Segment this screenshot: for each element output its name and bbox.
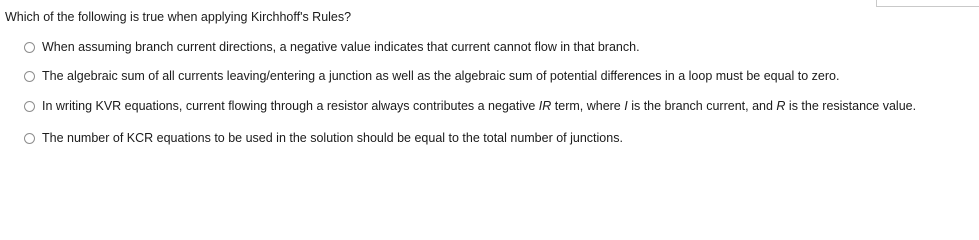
option-4[interactable]	[24, 131, 623, 145]
radio-button[interactable]	[24, 101, 35, 112]
option-1[interactable]	[24, 40, 640, 54]
option-label	[42, 131, 623, 145]
option-text-part: The number of KCR equations to be used in the solution should be equal to the total number of junctions.	[42, 131, 623, 145]
italic-symbol: R	[776, 99, 786, 113]
option-text-part: is the resistance value.	[785, 99, 917, 113]
option-2[interactable]	[24, 69, 839, 83]
italic-symbol: I	[624, 99, 628, 113]
radio-button[interactable]	[24, 133, 35, 144]
option-text-part: When assuming branch current directions, a negative value indicates that current cannot flow in that branch.	[42, 40, 640, 54]
radio-button[interactable]	[24, 42, 35, 53]
option-text-part: The algebraic sum of all currents leaving/entering a junction as well as the algebraic sum of potential differences in a loop must be equal to zero.	[42, 69, 840, 83]
option-text-part: is the branch current, and	[627, 99, 777, 113]
radio-button[interactable]	[24, 71, 35, 82]
question-text: Which of the following is true when applying Kirchhoff's Rules?	[5, 10, 352, 24]
option-text-part: term, where	[551, 99, 625, 113]
option-3[interactable]	[24, 99, 916, 113]
option-label	[42, 40, 640, 54]
option-label	[42, 99, 916, 113]
answer-box[interactable]	[876, 0, 979, 7]
option-label	[42, 69, 839, 83]
italic-symbol: IR	[538, 99, 552, 113]
option-text-part: In writing KVR equations, current flowing through a resistor always contributes a negative	[42, 99, 539, 113]
